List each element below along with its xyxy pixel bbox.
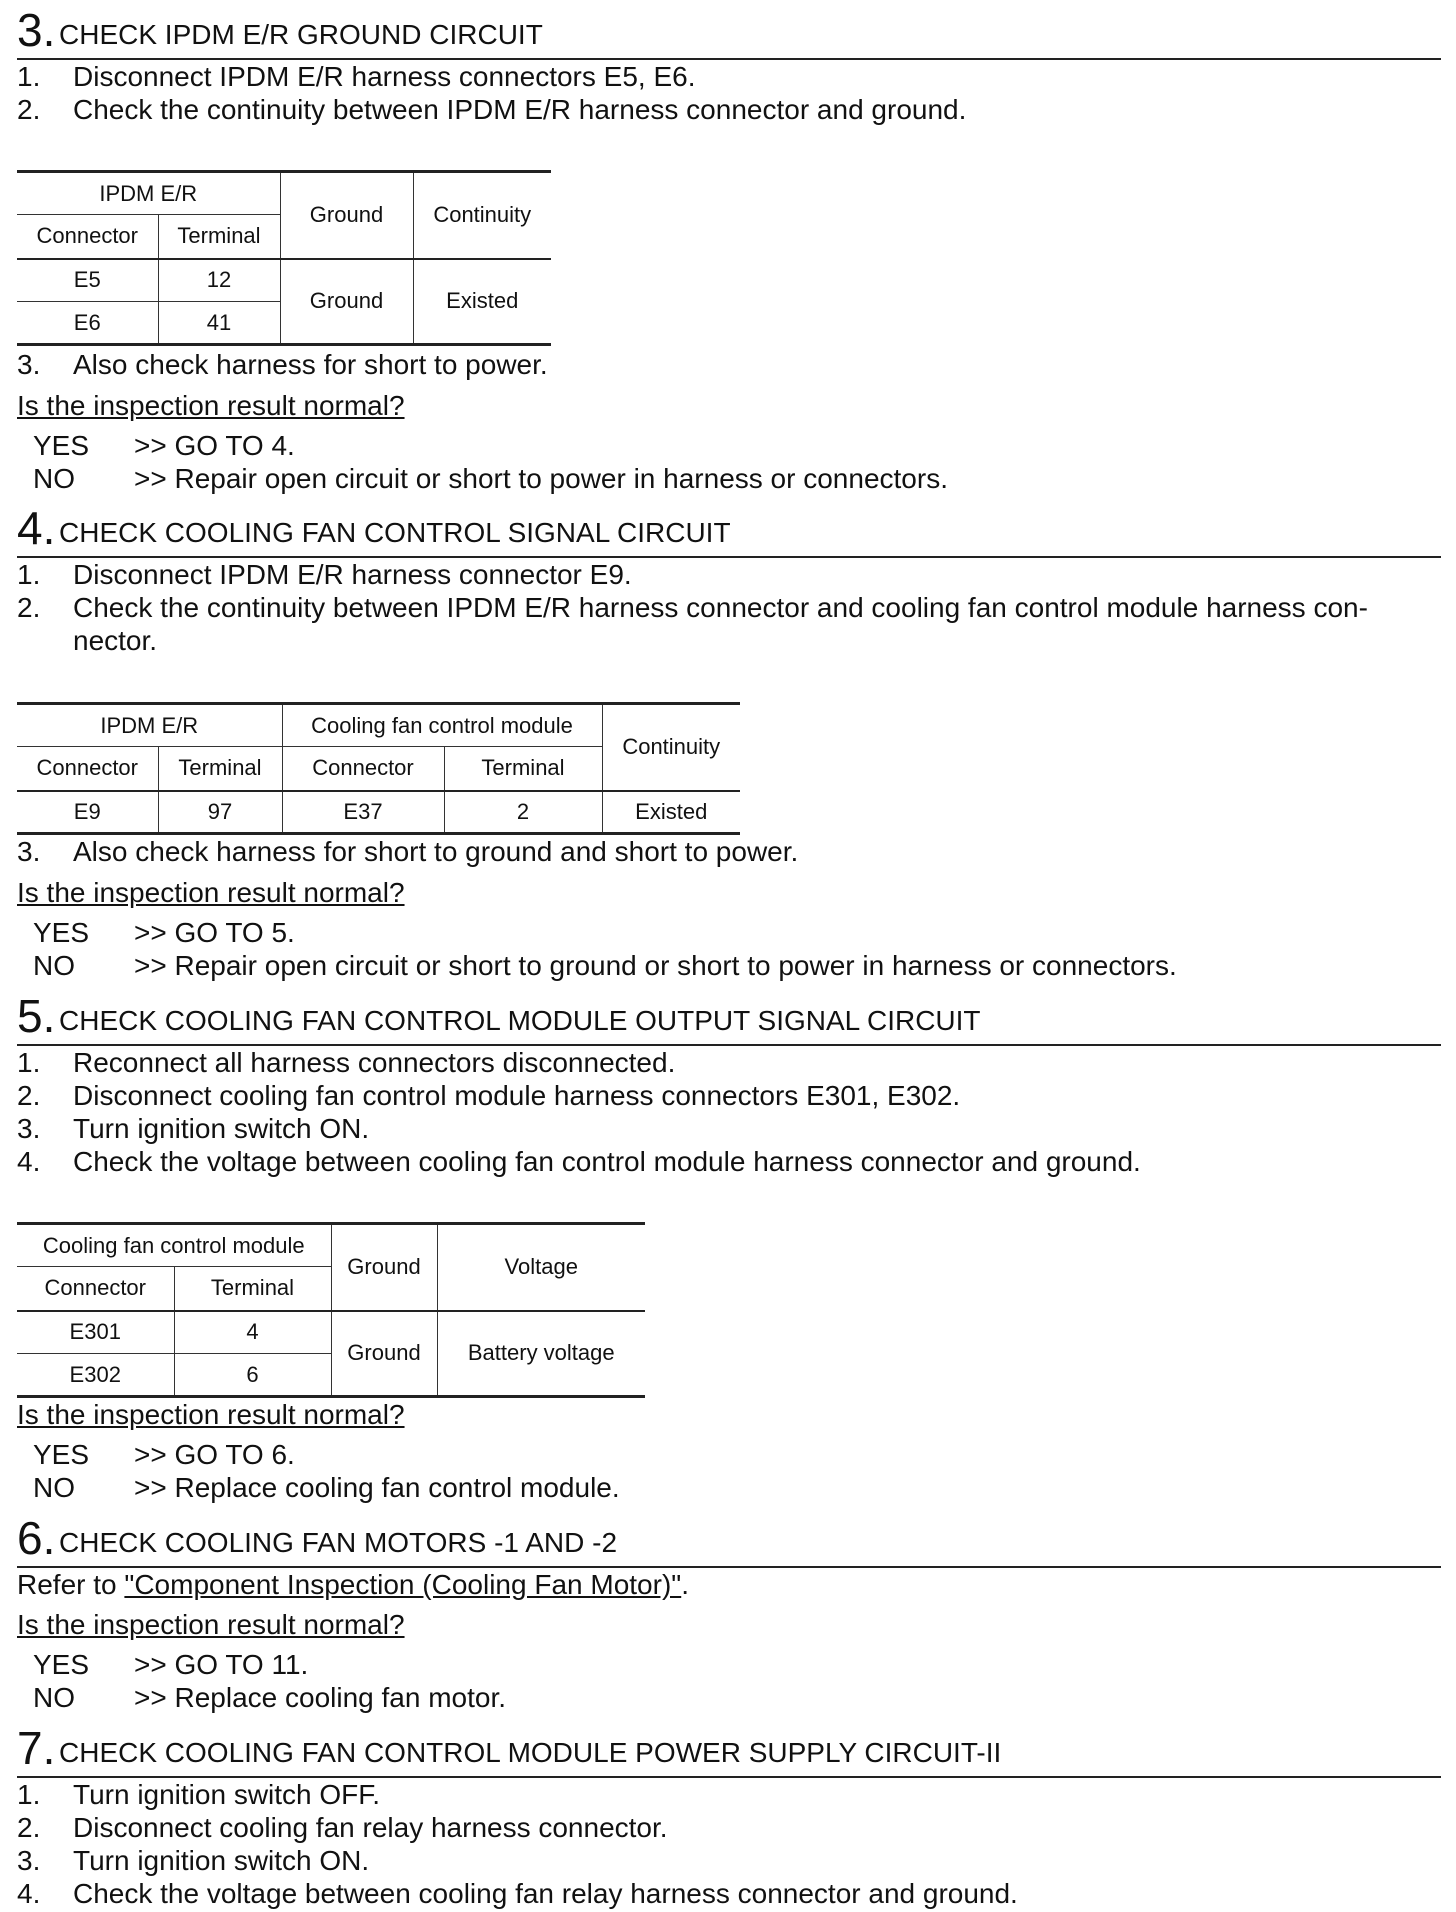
line-text: Disconnect cooling fan relay harness connector. xyxy=(73,1812,668,1843)
step-3-header xyxy=(17,4,1441,60)
yes-branch xyxy=(33,1439,295,1471)
line-number: 4. xyxy=(17,1878,41,1909)
step-title: CHECK COOLING FAN CONTROL MODULE OUTPUT SIGNAL CIRCUIT xyxy=(59,1005,981,1036)
instruction-line xyxy=(17,349,548,381)
line-number: 3. xyxy=(17,836,41,867)
step-4-header xyxy=(17,502,1441,558)
table-cell-terminal: 6 xyxy=(174,1354,331,1397)
no-action: >> Repair open circuit or short to ground or short to power in harness or connectors. xyxy=(134,950,1177,981)
step-title: CHECK IPDM E/R GROUND CIRCUIT xyxy=(59,19,543,50)
table-header-group-module: Cooling fan control module xyxy=(282,704,602,747)
no-action: >> Replace cooling fan motor. xyxy=(134,1682,507,1713)
line-number: 2. xyxy=(17,592,41,623)
yes-branch xyxy=(33,430,295,462)
instruction-line xyxy=(17,1779,380,1811)
yes-label: YES xyxy=(33,1649,90,1680)
refer-line xyxy=(17,1569,689,1601)
yes-action: >> GO TO 4. xyxy=(134,430,295,461)
line-text: Disconnect IPDM E/R harness connector E9. xyxy=(73,559,632,590)
refer-suffix: . xyxy=(681,1569,689,1600)
table-cell-connector: E5 xyxy=(17,259,158,302)
step-6-header xyxy=(17,1512,1441,1568)
table-header-voltage: Voltage xyxy=(437,1224,645,1311)
table-header-connector: Connector xyxy=(282,747,444,791)
yes-label: YES xyxy=(33,1439,90,1470)
line-number: 3. xyxy=(17,349,41,380)
inspection-question: Is the inspection result normal? xyxy=(17,1609,405,1640)
instruction-line xyxy=(17,1113,369,1145)
table-row xyxy=(17,791,740,834)
table-header-group-ipdm: IPDM E/R xyxy=(17,704,282,747)
yes-label: YES xyxy=(33,917,90,948)
no-branch xyxy=(33,1472,620,1504)
line-number: 1. xyxy=(17,1047,41,1078)
line-text: Check the voltage between cooling fan relay harness connector and ground. xyxy=(73,1878,1018,1909)
step-number: 5. xyxy=(17,990,56,1042)
yes-branch xyxy=(33,1649,308,1681)
no-label: NO xyxy=(33,950,75,981)
yes-branch xyxy=(33,917,295,949)
no-action: >> Replace cooling fan control module. xyxy=(134,1472,620,1503)
table-header-ground: Ground xyxy=(331,1224,437,1311)
line-number: 2. xyxy=(17,1080,41,1111)
table-header-terminal: Terminal xyxy=(158,215,280,259)
voltage-table xyxy=(17,1222,645,1398)
component-inspection-link[interactable]: "Component Inspection (Cooling Fan Motor)" xyxy=(124,1569,682,1600)
line-text: Check the continuity between IPDM E/R harness connector and cooling fan control module harness con- xyxy=(73,592,1368,623)
no-action: >> Repair open circuit or short to power in harness or connectors. xyxy=(134,463,948,494)
line-text: Reconnect all harness connectors disconnected. xyxy=(73,1047,676,1078)
table-header-terminal: Terminal xyxy=(174,1267,331,1311)
step-title: CHECK COOLING FAN MOTORS -1 AND -2 xyxy=(59,1527,618,1558)
continuity-table xyxy=(17,702,740,835)
table-header-continuity: Continuity xyxy=(602,704,740,791)
table-header-ground: Ground xyxy=(280,172,413,259)
step-title: CHECK COOLING FAN CONTROL SIGNAL CIRCUIT xyxy=(59,517,731,548)
line-text: Turn ignition switch ON. xyxy=(73,1845,370,1876)
step-number: 4. xyxy=(17,502,56,554)
step-title: CHECK COOLING FAN CONTROL MODULE POWER SUPPLY CIRCUIT-II xyxy=(59,1737,1002,1768)
table-cell-terminal: 41 xyxy=(158,302,280,345)
instruction-line xyxy=(17,836,798,868)
line-number: 2. xyxy=(17,1812,41,1843)
no-branch xyxy=(33,463,948,495)
table-cell-connector: E9 xyxy=(17,791,158,834)
line-text: Check the continuity between IPDM E/R harness connector and ground. xyxy=(73,94,967,125)
table-header-continuity: Continuity xyxy=(413,172,551,259)
line-text: Disconnect IPDM E/R harness connectors E5, E6. xyxy=(73,61,696,92)
line-number: 2. xyxy=(17,94,41,125)
line-number: 3. xyxy=(17,1845,41,1876)
no-label: NO xyxy=(33,1472,75,1503)
table-cell-terminal: 97 xyxy=(158,791,282,834)
step-number: 3. xyxy=(17,4,56,56)
table-row xyxy=(17,259,551,302)
table-cell-connector: E301 xyxy=(17,1311,174,1354)
inspection-question: Is the inspection result normal? xyxy=(17,1399,405,1430)
instruction-line xyxy=(17,1146,1141,1178)
yes-action: >> GO TO 6. xyxy=(134,1439,295,1470)
line-text: Turn ignition switch OFF. xyxy=(73,1779,381,1810)
table-row xyxy=(17,1311,645,1354)
inspection-question: Is the inspection result normal? xyxy=(17,877,405,908)
line-text: Check the voltage between cooling fan control module harness connector and ground. xyxy=(73,1146,1141,1177)
table-cell-ground: Ground xyxy=(280,259,413,345)
table-header-group: IPDM E/R xyxy=(17,172,280,215)
step-5-header xyxy=(17,990,1441,1046)
inspection-question: Is the inspection result normal? xyxy=(17,390,405,421)
table-cell-terminal: 4 xyxy=(174,1311,331,1354)
no-label: NO xyxy=(33,463,75,494)
table-cell-continuity: Existed xyxy=(602,791,740,834)
no-branch xyxy=(33,1682,506,1714)
table-cell-continuity: Existed xyxy=(413,259,551,345)
no-branch xyxy=(33,950,1177,982)
instruction-line xyxy=(17,559,632,591)
table-cell-voltage: Battery voltage xyxy=(437,1311,645,1397)
yes-action: >> GO TO 11. xyxy=(134,1649,309,1680)
continuity-table xyxy=(17,170,551,346)
line-number: 1. xyxy=(17,1779,41,1810)
line-number: 4. xyxy=(17,1146,41,1177)
table-header-terminal: Terminal xyxy=(444,747,602,791)
no-label: NO xyxy=(33,1682,75,1713)
step-7-header xyxy=(17,1722,1441,1778)
line-text: Turn ignition switch ON. xyxy=(73,1113,370,1144)
instruction-line xyxy=(17,1080,960,1112)
yes-action: >> GO TO 5. xyxy=(134,917,295,948)
instruction-line-continued: nector. xyxy=(73,625,158,656)
table-cell-terminal: 12 xyxy=(158,259,280,302)
line-number: 1. xyxy=(17,559,41,590)
instruction-line xyxy=(17,592,1368,624)
table-cell-connector: E6 xyxy=(17,302,158,345)
table-header-group: Cooling fan control module xyxy=(17,1224,331,1267)
table-cell-ground: Ground xyxy=(331,1311,437,1397)
instruction-line xyxy=(17,1878,1018,1910)
line-text: Also check harness for short to ground and short to power. xyxy=(73,836,799,867)
step-number: 7. xyxy=(17,1722,56,1774)
line-text: Disconnect cooling fan control module harness connectors E301, E302. xyxy=(73,1080,961,1111)
instruction-line xyxy=(17,1047,675,1079)
instruction-line xyxy=(17,1812,668,1844)
line-number: 3. xyxy=(17,1113,41,1144)
table-cell-connector: E302 xyxy=(17,1354,174,1397)
table-header-connector: Connector xyxy=(17,215,158,259)
instruction-line xyxy=(17,61,696,93)
table-header-connector: Connector xyxy=(17,747,158,791)
table-cell-terminal: 2 xyxy=(444,791,602,834)
instruction-line xyxy=(17,1845,369,1877)
table-cell-connector: E37 xyxy=(282,791,444,834)
refer-prefix: Refer to xyxy=(17,1569,125,1600)
line-number: 1. xyxy=(17,61,41,92)
line-text: Also check harness for short to power. xyxy=(73,349,548,380)
table-header-connector: Connector xyxy=(17,1267,174,1311)
step-number: 6. xyxy=(17,1512,56,1564)
instruction-line xyxy=(17,94,966,126)
table-header-terminal: Terminal xyxy=(158,747,282,791)
yes-label: YES xyxy=(33,430,90,461)
